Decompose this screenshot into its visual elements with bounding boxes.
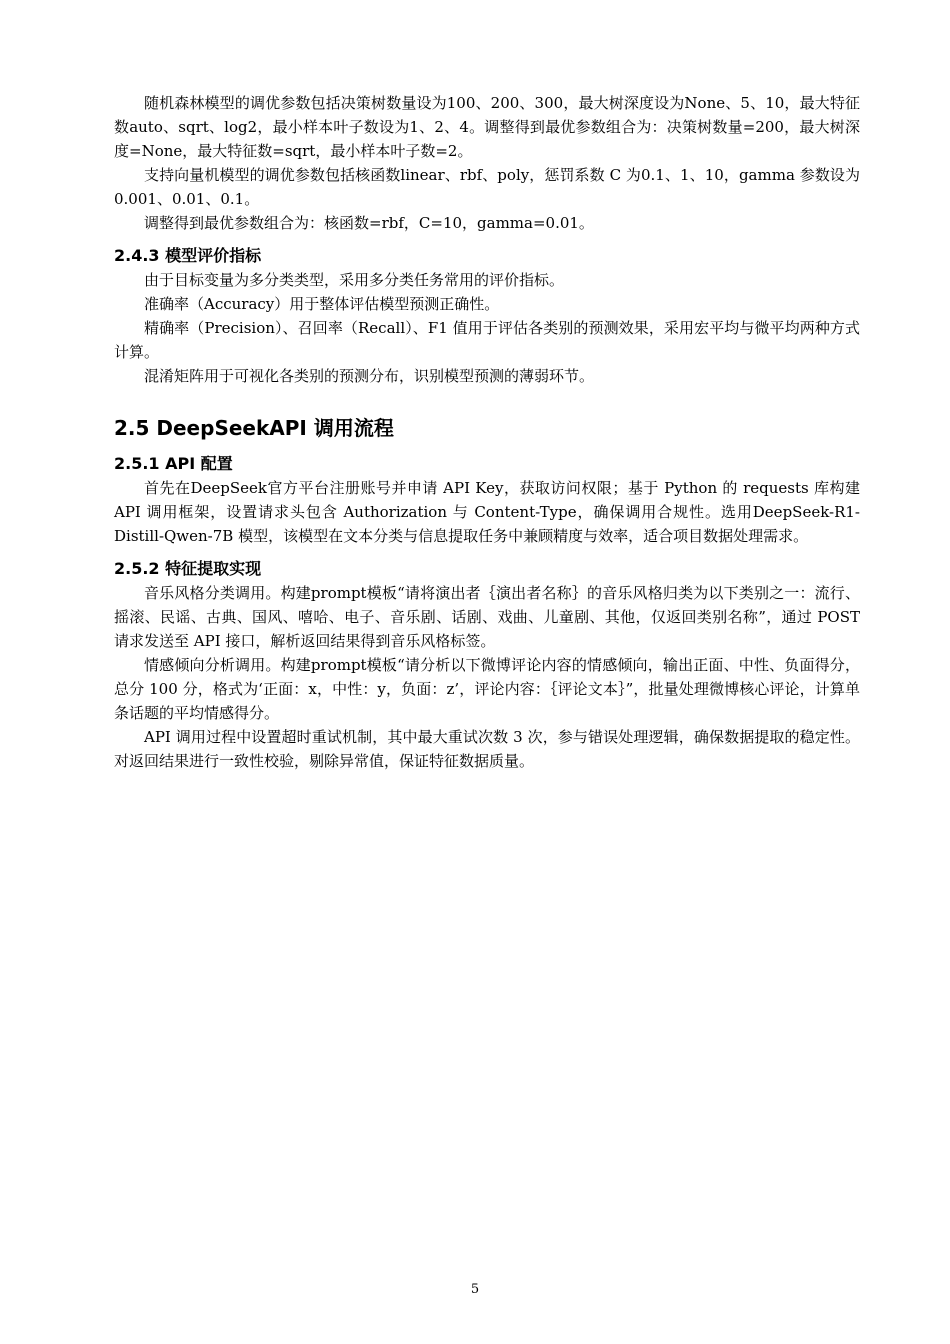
paragraph-confusion-matrix: 混淆矩阵用于可视化各类别的预测分布，识别模型预测的薄弱环节。 [144, 367, 595, 385]
heading-2-5-2: 2.5.2 特征提取实现 [114, 559, 262, 578]
heading-2-5-1: 2.5.1 API 配置 [114, 454, 233, 473]
paragraph-precision-recall-f1: 精确率（Precision）、召回率（Recall）、F1 值用于评估各类别的预测效果，采用宏平均与微平均两种方式计算。 [114, 319, 860, 361]
paragraph-svm-best-params: 调整得到最优参数组合为：核函数=rbf，C=10，gamma=0.01。 [144, 214, 594, 232]
heading-2-5: 2.5 DeepSeekAPI 调用流程 [114, 416, 394, 440]
page-number: 5 [470, 1282, 480, 1297]
paragraph-metrics-intro: 由于目标变量为多分类类型，采用多分类任务常用的评价指标。 [144, 271, 565, 289]
paragraph-sentiment: 情感倾向分析调用。构建prompt模板“请分析以下微博评论内容的情感倾向，输出正面、中性、负面得分，总分 100 分，格式为‘正面：x，中性：y，负面：z’，评论内容：｛评论文本｝”，批量处理微博核心评论，计算单条话题的平均情感得分。 [114, 656, 860, 722]
paragraph-music-style: 音乐风格分类调用。构建prompt模板“请将演出者｛演出者名称｝的音乐风格归类为以下类别之一：流行、摇滚、民谣、古典、国风、嘻哈、电子、音乐剧、话剧、戏曲、儿童剧、其他，仅返回类别名称”，通过 POST 请求发送至 API 接口，解析返回结果得到音乐风格标签。 [114, 584, 860, 650]
paragraph-svm-tuning: 支持向量机模型的调优参数包括核函数linear、rbf、poly，惩罚系数 C 为0.1、1、10，gamma 参数设为0.001、0.01、0.1。 [114, 166, 860, 208]
paragraph-rf-tuning: 随机森林模型的调优参数包括决策树数量设为100、200、300，最大树深度设为None、5、10，最大特征数auto、sqrt、log2，最小样本叶子数设为1、2、4。调整得到最优参数组合为：决策树数量=200，最大树深度=None，最大特征数=sqrt，最小样本叶子数=2。 [114, 94, 860, 160]
paragraph-retry-mechanism: API 调用过程中设置超时重试机制，其中最大重试次数 3 次，参与错误处理逻辑，确保数据提取的稳定性。对返回结果进行一致性校验，剔除异常值，保证特征数据质量。 [114, 728, 860, 770]
document-page [114, 91, 860, 773]
paragraph-api-config: 首先在DeepSeek官方平台注册账号并申请 API Key，获取访问权限；基于 Python 的 requests 库构建 API 调用框架，设置请求头包含 Authorization 与 Content-Type，确保调用合规性。选用DeepSeek-R1-Distill-Qwen-7B 模型，该模型在文本分类与信息提取任务中兼顾精度与效率，适合项目数据处理需求。 [114, 479, 860, 545]
paragraph-accuracy: 准确率（Accuracy）用于整体评估模型预测正确性。 [144, 295, 500, 313]
heading-2-4-3: 2.4.3 模型评价指标 [114, 246, 262, 265]
